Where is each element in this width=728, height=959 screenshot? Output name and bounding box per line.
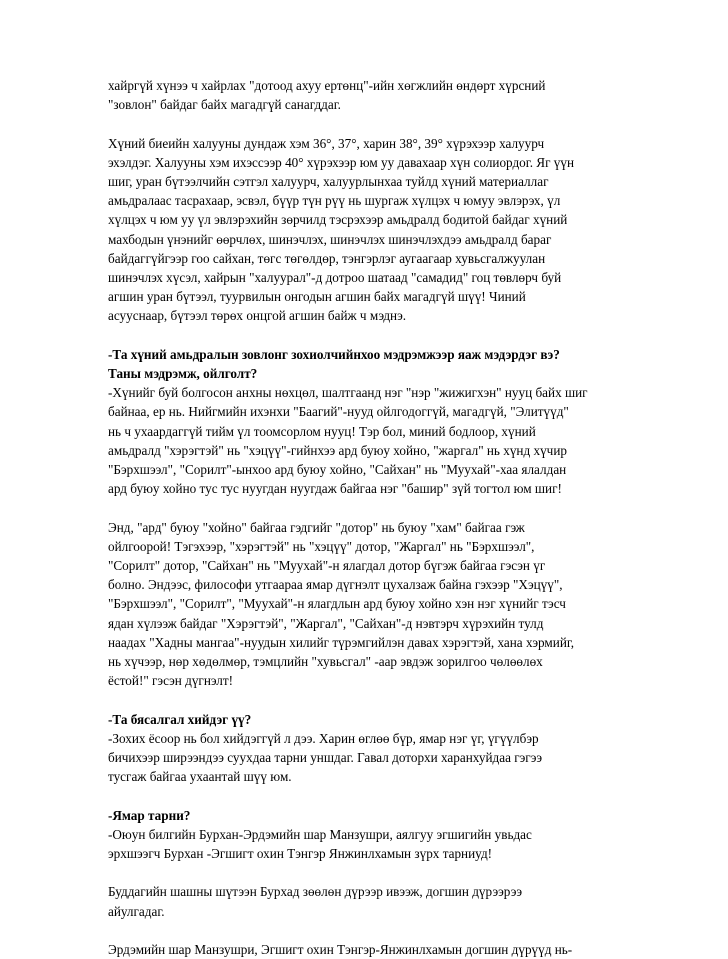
text-line: агшин уран бүтээл, туурвилын онгодын агшин байх магадгүй шүү! Чиний [108,289,526,305]
text-line: асууснаар, бүтээл төрөх онцгой агшин байж ч мэднэ. [108,308,407,324]
text-line: нь ч ухаардаггүй тийм үл тоомсорлом нууц! Тэр бол, миний бодлоор, хүний [108,423,536,439]
text-line: эрхшээгч Бурхан -Эгшигт охин Тэнгэр Янжинлхамын зүрх тарниуд! [108,846,493,862]
text-line: шинэчлэх хүсэл, хайрын "халуурал"-д дотроо шатаад "самадид" гоц төвлөрч буй [108,270,562,286]
paragraph-1 [108,76,628,114]
text-line: "Бэрхшээл", "Сорилт"-ынхоо ард буюу хойно, "Сайхан" нь "Муухай"-хаа ялалдан [108,462,567,478]
text-line: шиг, уран бүтээлчийн сэтгэл халуурч, халуурлынхаа туйлд хүний материаллаг [108,174,549,189]
text-line: "Сорилт" дотор, "Сайхан" нь "Муухай"-н ялагдал дотор бүгэж байгаа гэсэн үг [108,558,546,574]
interview-question: -Та бясалгал хийдэг үү? [108,711,252,727]
text-line: -Хүнийг буй болгосон анхны нөхцөл, шалтгаанд нэг "нэр "жижигхэн" нууц байх шиг [108,385,588,401]
text-line: Хүний биеийн халууны дундаж хэм 36°, 37°, харин 38°, 39° хүрэхээр халуурч [108,135,545,151]
text-line: Энд, "ард" буюу "хойно" байгаа гэдгийг "дотор" нь буюу "хам" байгаа гэж [108,519,525,535]
paragraph-3 [108,345,628,499]
text-line: болно. Эндээс, философи утгаараа ямар дүгнэлт цухалзаж байна гэхээр "Хэцүү", [108,577,563,593]
text-line: байнаа, ер нь. Нийгмийн ихэнхи "Баагий"-нууд ойлгодоггүй, магадгүй, "Элитүүд" [108,404,569,420]
document-page [108,76,628,959]
text-line: нь хүчээр, нөр хөдөлмөр, тэмцлийн "хувьсгал" -аар эвдэж зорилгоо чөлөөлөх [108,654,543,670]
text-line: "Бэрхшээл", "Сорилт", "Муухай"-н ялагдлын ард буюу хойно хэн нэг хүнийг тэсч [108,596,566,612]
text-line: бичихээр ширээндээ суухдаа тарни уншдаг. Гавал доторхи харанхуйдаа гэгээ [108,750,543,766]
interview-question: -Та хүний амьдралын зовлонг зохиолчийнхоо мэдрэмжээр яаж мэдэрдэг вэ? [108,346,560,362]
paragraph-7 [108,882,628,920]
interview-question: -Ямар тарни? [108,807,191,823]
text-line: ойлгоорой! Тэгэхээр, "хэрэгтэй" нь "хэцүү" дотор, "Жаргал" нь "Бэрхшээл", [108,538,535,554]
paragraph-5 [108,710,628,787]
text-line: махбодын үнэнийг өөрчлөх, шинэчлэх, шинэчлэх шинэчлэхдээ амьдралд бараг [108,231,552,247]
text-line: ард буюу хойно тус тус нуугдан нуугдаж байгаа нэг "башир" зүй тогтол юм шиг! [108,481,562,497]
text-line: эхэлдэг. Халууны хэм ихэссээр 40° хүрэхээр юм уу давахаар хүн солиордог. Яг үүн [108,154,575,170]
paragraph-4 [108,518,628,691]
text-line: -Оюун билгийн Бурхан-Эрдэмийн шар Манзушри, аялгуу эгшигийн увьдас [108,826,532,842]
text-line: хүлцэх ч юм уу үл эвлэрэхийн зөрчилд тэсрэхээр амьдралд бодитой байдаг хүний [108,212,568,228]
text-line: айулгадаг. [108,903,165,919]
paragraph-2 [108,134,628,326]
text-line: Эрдэмийн шар Манзушри, Эгшигт охин Тэнгэр-Янжинлхамын догшин дүрүүд нь- [108,942,573,958]
text-line: наадах "Хадны мангаа"-нуудын хилийг түрэмгийлэн давах хэрэгтэй, хана хэрмийг, [108,634,575,650]
text-line: Буддагийн шашны шүтээн Бурхад зөөлөн дүрээр ивээж, догшин дүрээрээ [108,884,523,900]
text-line: ёстой!" гэсэн дүгнэлт! [108,673,234,689]
text-line: -Зохих ёсоор нь бол хийдэггүй л дээ. Харин өглөө бүр, ямар нэг үг, үгүүлбэр [108,730,539,746]
text-line: хайргүй хүнээ ч хайрлах "дотоод ахуу ертөнц"-ийн хөгжлийн өндөрт хүрсний [108,78,546,93]
text-line: "зовлон" байдаг байх магадгүй санагддаг. [108,97,341,113]
text-line: тусгаж байгаа ухаантай шүү юм. [108,769,292,785]
text-line: амьдралд "хэрэгтэй" нь "хэцүү"-гийнхээ ард буюу хойно, "жаргал" нь хүнд хүчир [108,442,567,458]
paragraph-6 [108,806,628,864]
text-line: амьдралаас тасрахаар, эсвэл, бүүр түн рүү нь шургаж хүлцэх ч юмуу эвлэрэх, үл [108,193,561,209]
interview-question: Таны мэдрэмж, ойлголт? [108,366,258,382]
text-line: ядан хүлээж байдаг "Хэрэгтэй", "Жаргал", "Сайхан"-д нэвтэрч хүрэхийн тулд [108,615,544,631]
text-line: байдаггүйгээр гоо сайхан, төгс төгөлдөр, тэнгэрлэг аугаагаар хувьсгалжуулан [108,250,546,266]
